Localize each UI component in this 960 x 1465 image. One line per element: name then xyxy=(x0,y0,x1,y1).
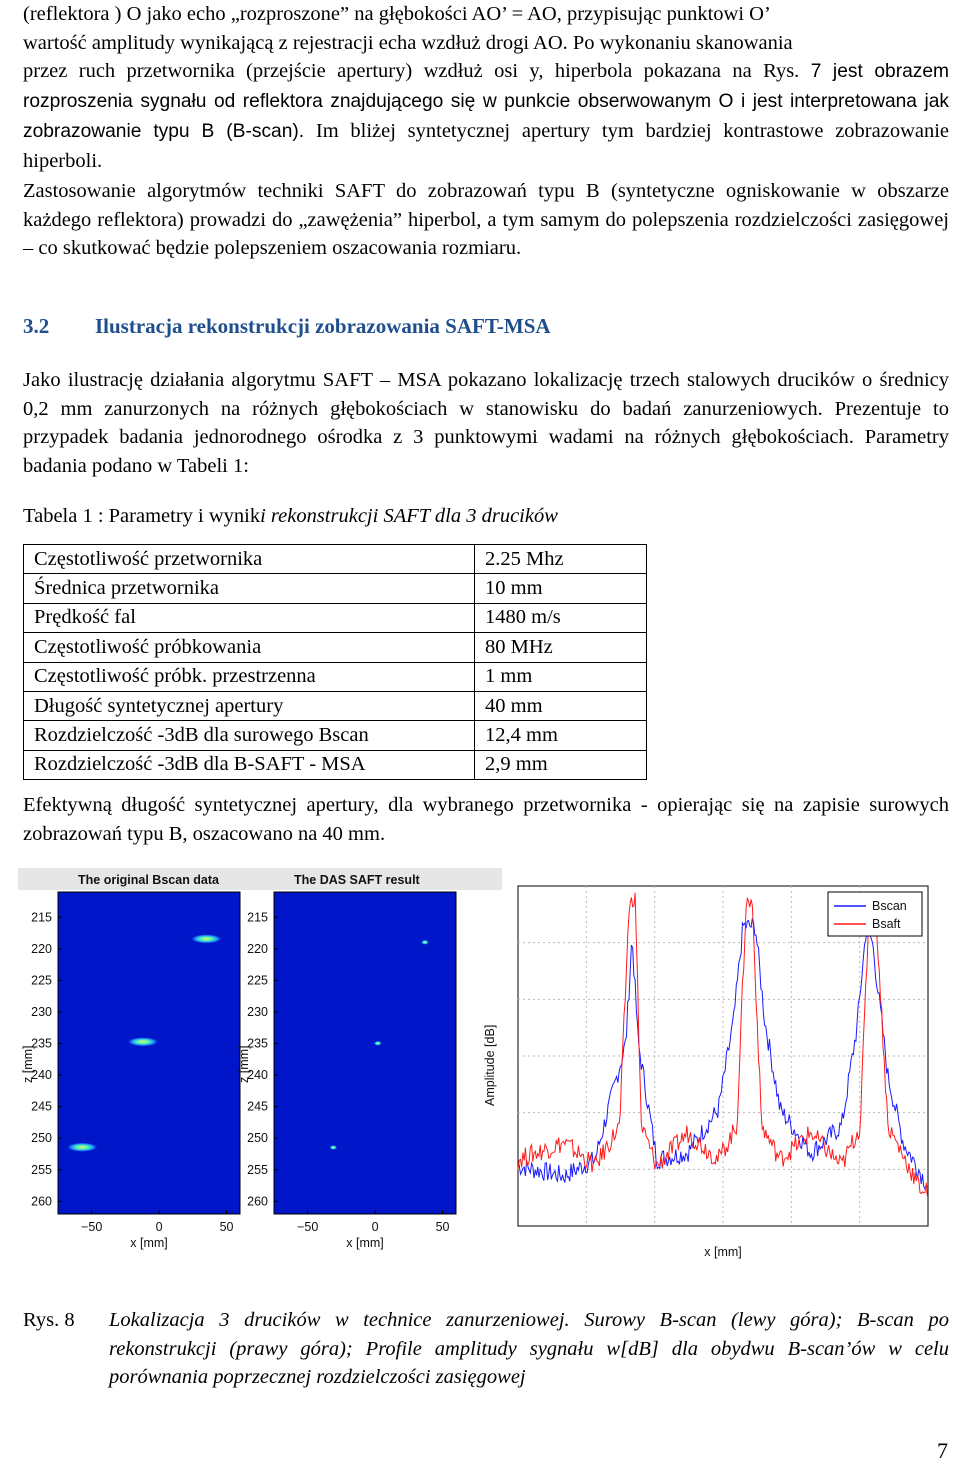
saft-heatmap xyxy=(234,868,502,1248)
paragraph-intro xyxy=(23,0,949,175)
paragraph-tail: Im bliżej syntetycznej apertury tym bardziej kontrastowe zobrazowanie hiperboli. xyxy=(23,119,950,172)
amplitude-profile-chart xyxy=(478,868,938,1259)
z-tick-label: 245 xyxy=(247,1099,268,1114)
parameters-table-body xyxy=(24,545,647,780)
reflector-blob xyxy=(66,1143,98,1153)
y-axis-label: z [mm] xyxy=(21,1045,35,1083)
panel-title: The DAS SAFT result xyxy=(294,873,420,887)
z-tick-label: 230 xyxy=(31,1004,52,1019)
parameter-name: Długość syntetycznej apertury xyxy=(24,691,475,720)
z-tick-label: 215 xyxy=(247,910,268,925)
section-title: Ilustracja rekonstrukcji zobrazowania SAFT-MSA xyxy=(95,314,551,338)
paragraph-aperture: Efektywną długość syntetycznej apertury, dla wybranego przetwornika - opierając się na zapisie surowych zobrazowań typu B, oszacowano na 40 mm. xyxy=(23,794,949,845)
legend-label: Bscan xyxy=(872,899,907,913)
x-tick-label: 0 xyxy=(155,1220,163,1234)
paragraph-line: (reflektora ) O jako echo „rozproszone” na głębokości AO’ = AO, przypisując punktowi O’ xyxy=(23,3,771,25)
figure-amplitude-panel xyxy=(478,868,938,1259)
z-tick-label: 230 xyxy=(247,1004,268,1019)
section-heading xyxy=(23,314,551,339)
z-tick-label: 260 xyxy=(247,1194,268,1209)
reflector-blob xyxy=(374,1041,382,1046)
parameter-name: Częstotliwość przetwornika xyxy=(24,545,475,574)
z-tick-label: 245 xyxy=(31,1099,52,1114)
parameter-value: 2.25 Mhz xyxy=(475,545,647,574)
table-row xyxy=(24,603,647,632)
parameter-value: 10 mm xyxy=(475,574,647,603)
z-tick-label: 240 xyxy=(31,1068,52,1083)
table-row xyxy=(24,750,647,779)
paragraph-saft: Zastosowanie algorytmów techniki SAFT do zobrazowań typu B (syntetyczne ogniskowanie w obszarze każdego reflektora) prowadzi do „zawężenia” hiperbol, a tym samym do polepszenia rozdzielczości zasięgowej – co skutkować będzie polepszeniem oszacowania rozmiaru. xyxy=(23,180,949,260)
parameter-value: 1 mm xyxy=(475,662,647,691)
parameter-name: Średnica przetwornika xyxy=(24,574,475,603)
parameter-value: 12,4 mm xyxy=(475,721,647,750)
x-tick-label: −50 xyxy=(297,1220,319,1234)
parameter-value: 80 MHz xyxy=(475,633,647,662)
figure-saft-panel xyxy=(234,868,502,1248)
plot-area xyxy=(274,892,456,1214)
parameter-value: 40 mm xyxy=(475,691,647,720)
reflector-blob xyxy=(190,934,222,944)
z-tick-label: 220 xyxy=(247,941,268,956)
table-caption xyxy=(23,505,558,528)
parameters-table xyxy=(23,544,647,780)
z-tick-label: 215 xyxy=(31,910,52,925)
table-row xyxy=(24,691,647,720)
paragraph-sans-text: 7 jest obrazem rozproszenia sygnału od reflektora znajdującego się w punkcie obserwowanym O i jest interpretowana jak zobrazowanie typu B (B-scan). xyxy=(23,61,950,142)
z-tick-label: 220 xyxy=(31,941,52,956)
x-axis-label: x [mm] xyxy=(346,1236,384,1250)
parameter-name: Rozdzielczość -3dB dla B-SAFT - MSA xyxy=(24,750,475,779)
table-row xyxy=(24,574,647,603)
parameter-name: Rozdzielczość -3dB dla surowego Bscan xyxy=(24,721,475,750)
table-row xyxy=(24,662,647,691)
x-tick-label: −50 xyxy=(81,1220,103,1234)
z-tick-label: 235 xyxy=(247,1036,268,1051)
x-axis-label: x [mm] xyxy=(704,1245,742,1259)
z-tick-label: 255 xyxy=(247,1162,268,1177)
x-axis-label: x [mm] xyxy=(130,1236,168,1250)
reflector-blob xyxy=(421,940,429,945)
z-tick-label: 260 xyxy=(31,1194,52,1209)
z-tick-label: 225 xyxy=(247,973,268,988)
z-tick-label: 255 xyxy=(31,1162,52,1177)
page-number: 7 xyxy=(937,1438,948,1463)
z-tick-label: 240 xyxy=(247,1068,268,1083)
x-tick-label: 50 xyxy=(219,1220,234,1234)
section-number: 3.2 xyxy=(23,314,50,338)
table-row xyxy=(24,633,647,662)
paragraph-line: przez ruch przetwornika (przejście apertury) wzdłuż osi y, hiperbola pokazana na Rys. xyxy=(23,60,800,83)
reflector-blob xyxy=(127,1037,159,1047)
table-row xyxy=(24,545,647,574)
x-tick-label: 50 xyxy=(435,1220,450,1234)
panel-title: The original Bscan data xyxy=(78,873,220,887)
table-caption-plain: Tabela 1 : Parametry i wynik xyxy=(23,505,261,527)
legend-label: Bsaft xyxy=(872,917,901,931)
parameter-name: Prędkość fal xyxy=(24,603,475,632)
table-row xyxy=(24,721,647,750)
figure-label: Rys. 8 xyxy=(23,1309,75,1331)
paragraph-line: wartość amplitudy wynikającą z rejestracji echa wzdłuż drogi AO. Po wykonaniu skanowania xyxy=(23,31,793,54)
y-axis-label: Amplitude [dB] xyxy=(483,1024,497,1106)
reflector-blob xyxy=(329,1145,337,1150)
parameter-name: Częstotliwość próbk. przestrzenna xyxy=(24,662,475,691)
table-caption-italic: i rekonstrukcji SAFT dla 3 drucików xyxy=(260,505,558,527)
figure-caption-text: Lokalizacja 3 drucików w technice zanurzeniowej. Surowy B-scan (lewy góra); B-scan po rekonstrukcji (prawy góra); Profile amplitudy sygnału w[dB] dla obydwu B-scan’ów w celu porównania poprzecznej rozdzielczości zasięgowej xyxy=(109,1309,949,1389)
y-axis-label: z [mm] xyxy=(237,1045,251,1083)
x-tick-label: 0 xyxy=(371,1220,379,1234)
parameter-value: 2,9 mm xyxy=(475,750,647,779)
parameter-value: 1480 m/s xyxy=(475,603,647,632)
paragraph-illustration: Jako ilustrację działania algorytmu SAFT – MSA pokazano lokalizację trzech stalowych drucików o średnicy 0,2 mm zanurzonych na różnych głębokościach w stanowisku do badań zanurzeniowych. Prezentuje to przypadek badania jednorodnego ośrodka z 3 punktowymi wadami na różnych głębokościach. Parametry badania podano w Tabeli 1: xyxy=(23,369,949,478)
parameter-name: Częstotliwość próbkowania xyxy=(24,633,475,662)
z-tick-label: 250 xyxy=(31,1131,52,1146)
z-tick-label: 235 xyxy=(31,1036,52,1051)
z-tick-label: 225 xyxy=(31,973,52,988)
z-tick-label: 250 xyxy=(247,1131,268,1146)
